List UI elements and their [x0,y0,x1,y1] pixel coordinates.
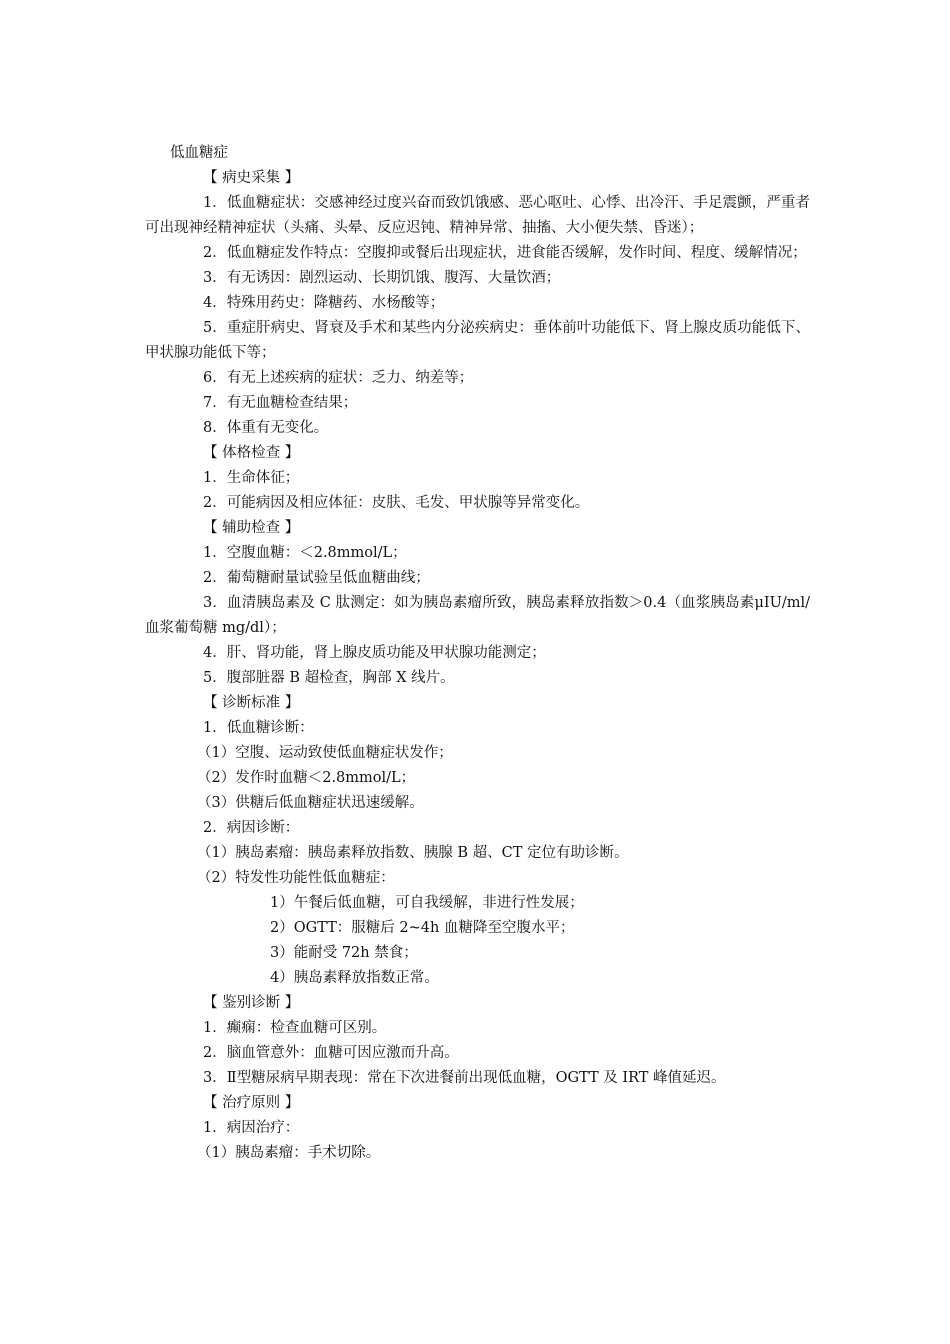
diagnosis-item-2: 2．病因诊断： [203,820,300,836]
section-heading-treatment: 【 治疗原则 】 [203,1095,300,1111]
section-heading-diagnosis: 【 诊断标准 】 [203,695,300,711]
auxiliary-item-1: 1．空腹血糖：＜2.8mmol/L； [203,545,407,561]
treatment-subitem-1-1: （1）胰岛素瘤：手术切除。 [197,1145,381,1161]
differential-item-1: 1．癫痫：检查血糖可区别。 [203,1020,387,1036]
auxiliary-item-4: 4．肝、肾功能，肾上腺皮质功能及甲状腺功能测定； [203,645,546,661]
history-item-3: 3．有无诱因：剧烈运动、长期饥饿、腹泻、大量饮酒； [203,270,561,286]
history-item-8: 8．体重有无变化。 [203,420,329,436]
history-item-4: 4．特殊用药史：降糖药、水杨酸等； [203,295,445,311]
differential-item-3: 3．Ⅱ型糖尿病早期表现：常在下次进餐前出现低血糖，OGTT 及 IRT 峰值延迟。 [203,1070,726,1086]
physical-item-1: 1．生命体征； [203,470,300,486]
history-item-7: 7．有无血糖检查结果； [203,395,358,411]
section-heading-history: 【 病史采集 】 [203,170,300,186]
diagnosis-subitem-2-2: （2）特发性功能性低血糖症： [197,870,395,886]
diagnosis-subitem-1-2: （2）发作时血糖＜2.8mmol/L； [197,770,416,786]
diagnosis-subitem-1-3: （3）供糖后低血糖症状迅速缓解。 [197,795,424,811]
diagnosis-subsubitem-3: 3）能耐受 72h 禁食； [270,945,418,961]
auxiliary-item-5: 5．腹部脏器 B 超检查，胸部 X 线片。 [203,670,455,686]
history-item-2: 2．低血糖症发作特点：空腹抑或餐后出现症状，进食能否缓解，发作时间、程度、缓解情况； [203,245,807,261]
section-heading-physical: 【 体格检查 】 [203,445,300,461]
history-item-6: 6．有无上述疾病的症状：乏力、纳差等； [203,370,474,386]
document-title: 低血糖症 [170,145,228,161]
diagnosis-item-1: 1．低血糖诊断： [203,720,314,736]
section-heading-differential: 【 鉴别诊断 】 [203,995,300,1011]
history-item-5: 5．重症肝病史、肾衰及手术和某些内分泌疾病史：垂体前叶功能低下、肾上腺皮质功能低下、甲状腺功能低下等； [145,320,810,361]
diagnosis-subsubitem-2: 2）OGTT：服糖后 2~4h 血糖降至空腹水平； [270,920,575,936]
treatment-item-1: 1．病因治疗： [203,1120,300,1136]
auxiliary-item-3: 3．血清胰岛素及 C 肽测定：如为胰岛素瘤所致，胰岛素释放指数＞0.4（血浆胰岛素μIU/ml/血浆葡萄糖 mg/dl）； [145,595,810,636]
section-heading-auxiliary: 【 辅助检查 】 [203,520,300,536]
diagnosis-subsubitem-1: 1）午餐后低血糖，可自我缓解，非进行性发展； [270,895,584,911]
differential-item-2: 2．脑血管意外：血糖可因应激而升高。 [203,1045,459,1061]
auxiliary-item-2: 2．葡萄糖耐量试验呈低血糖曲线； [203,570,430,586]
diagnosis-subitem-2-1: （1）胰岛素瘤：胰岛素释放指数、胰腺 B 超、CT 定位有助诊断。 [197,845,629,861]
diagnosis-subsubitem-4: 4）胰岛素释放指数正常。 [270,970,439,986]
document-body [145,141,810,1166]
diagnosis-subitem-1-1: （1）空腹、运动致使低血糖症状发作； [197,745,453,761]
physical-item-2: 2．可能病因及相应体征：皮肤、毛发、甲状腺等异常变化。 [203,495,590,511]
history-item-1: 1．低血糖症状：交感神经过度兴奋而致饥饿感、恶心呕吐、心悸、出冷汗、手足震颤，严重者可出现神经精神症状（头痛、头晕、反应迟钝、精神异常、抽搐、大小便失禁、昏迷）； [145,195,810,236]
